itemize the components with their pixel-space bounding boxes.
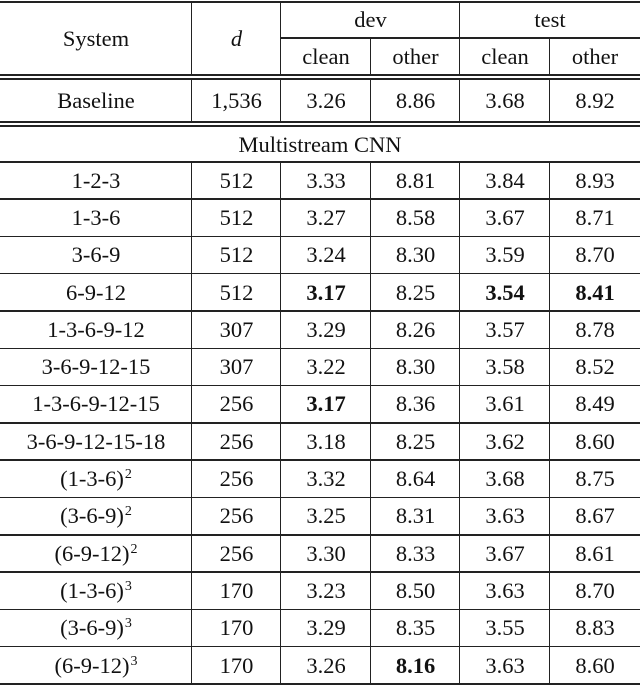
row-dev-clean: 3.26 — [306, 652, 346, 678]
row-dev-clean: 3.17 — [306, 391, 346, 417]
row-test-other: 8.78 — [575, 316, 615, 342]
row-dev-clean: 3.29 — [306, 316, 346, 342]
row-dev-other: 8.16 — [395, 652, 436, 678]
row-system-label: (1-3-6) — [60, 577, 124, 603]
baseline-system: Baseline — [57, 87, 135, 113]
row-system-label: 1-2-3 — [71, 167, 121, 193]
baseline-test-clean: 3.68 — [485, 87, 525, 113]
row-dev-clean: 3.32 — [306, 466, 346, 492]
header-group-dev: dev — [354, 7, 387, 32]
row-dev-clean: 3.22 — [306, 354, 346, 380]
rule-header-double-2 — [0, 78, 640, 80]
row-dev-other: 8.30 — [395, 354, 436, 380]
header-system: System — [62, 26, 130, 51]
row-system — [0, 274, 192, 311]
row-system — [0, 647, 192, 684]
row-test-clean: 3.67 — [485, 540, 525, 566]
row-dev-clean: 3.24 — [306, 242, 346, 268]
row-d: 256 — [219, 503, 254, 529]
row-test-other: 8.93 — [575, 167, 615, 193]
row-test-other: 8.60 — [575, 428, 615, 454]
row-test-clean: 3.58 — [485, 354, 525, 380]
row-system-exponent: 3 — [130, 653, 138, 669]
row-test-clean: 3.61 — [485, 391, 525, 417]
row-test-clean: 3.63 — [485, 503, 525, 529]
row-system — [0, 199, 192, 236]
row-test-other: 8.83 — [575, 615, 615, 641]
row-dev-other: 8.58 — [395, 204, 436, 230]
row-test-other: 8.71 — [575, 204, 615, 230]
section-title: Multistream CNN — [238, 131, 402, 157]
row-dev-other: 8.25 — [395, 279, 436, 305]
row-d: 256 — [219, 466, 254, 492]
row-system-exponent: 2 — [124, 504, 132, 520]
row-d: 256 — [219, 391, 254, 417]
rule-top — [0, 1, 640, 3]
rule-subheader — [281, 37, 640, 39]
row-system-label: 3-6-9 — [71, 242, 121, 268]
vline-baseline-4 — [459, 79, 460, 121]
row-d: 307 — [219, 354, 254, 380]
row-test-clean: 3.67 — [485, 204, 525, 230]
row-dev-clean: 3.18 — [306, 428, 346, 454]
vline-header-2 — [280, 2, 281, 74]
row-system-exponent: 3 — [124, 578, 132, 594]
row-system-label: (6-9-12) — [54, 540, 130, 566]
vline-header-4 — [459, 2, 460, 74]
vline-baseline-1 — [191, 79, 192, 121]
header-dev-clean: clean — [302, 43, 350, 69]
row-system-label: 3-6-9-12-15-18 — [26, 428, 166, 454]
row-system — [0, 349, 192, 386]
row-dev-other: 8.81 — [395, 167, 436, 193]
header-test-other: other — [571, 43, 619, 69]
row-system-label: 3-6-9-12-15 — [41, 354, 151, 380]
row-system — [0, 162, 192, 199]
row-dev-clean: 3.29 — [306, 615, 346, 641]
row-d: 512 — [219, 279, 254, 305]
vline-header-3 — [370, 38, 371, 74]
header-test-clean: clean — [481, 43, 529, 69]
row-rule — [0, 683, 640, 685]
row-dev-other: 8.35 — [395, 615, 436, 641]
row-dev-clean: 3.27 — [306, 204, 346, 230]
row-dev-clean: 3.25 — [306, 503, 346, 529]
row-system-label: 1-3-6 — [71, 204, 121, 230]
row-test-other: 8.70 — [575, 242, 615, 268]
row-d: 512 — [219, 242, 254, 268]
baseline-dev-other: 8.86 — [395, 87, 436, 113]
row-system-label: (3-6-9) — [60, 503, 124, 529]
vline-baseline-2 — [280, 79, 281, 121]
row-d: 170 — [219, 652, 254, 678]
row-system-exponent: 3 — [124, 616, 132, 632]
row-test-other: 8.41 — [575, 279, 615, 305]
row-d: 170 — [219, 577, 254, 603]
row-dev-clean: 3.23 — [306, 577, 346, 603]
row-test-other: 8.61 — [575, 540, 615, 566]
row-test-other: 8.60 — [575, 652, 615, 678]
row-dev-other: 8.36 — [395, 391, 436, 417]
row-test-other: 8.70 — [575, 577, 615, 603]
row-system — [0, 535, 192, 572]
row-system — [0, 386, 192, 423]
row-dev-clean: 3.17 — [306, 279, 346, 305]
row-dev-other: 8.26 — [395, 316, 436, 342]
header-dev-other: other — [392, 43, 439, 69]
row-test-other: 8.67 — [575, 503, 615, 529]
row-system — [0, 460, 192, 497]
row-dev-other: 8.30 — [395, 242, 436, 268]
row-test-clean: 3.59 — [485, 242, 525, 268]
row-d: 512 — [219, 204, 254, 230]
row-d: 256 — [219, 428, 254, 454]
baseline-dev-clean: 3.26 — [306, 87, 346, 113]
baseline-test-other: 8.92 — [575, 87, 615, 113]
row-system — [0, 498, 192, 535]
vline-baseline-3 — [370, 79, 371, 121]
rule-header-double-1 — [0, 74, 640, 76]
header-d: d — [230, 26, 243, 51]
row-dev-clean: 3.30 — [306, 540, 346, 566]
vline-header-1 — [191, 2, 192, 74]
row-test-other: 8.75 — [575, 466, 615, 492]
vline-baseline-5 — [549, 79, 550, 121]
row-dev-other: 8.64 — [395, 466, 436, 492]
rule-baseline-double-1 — [0, 121, 640, 123]
row-test-clean: 3.68 — [485, 466, 525, 492]
header-group-test: test — [534, 7, 566, 32]
row-d: 512 — [219, 167, 254, 193]
row-test-other: 8.49 — [575, 391, 615, 417]
row-system-label: (6-9-12) — [54, 652, 130, 678]
row-dev-other: 8.50 — [395, 577, 436, 603]
row-system — [0, 572, 192, 609]
row-system-label: 1-3-6-9-12-15 — [32, 391, 160, 417]
row-test-clean: 3.57 — [485, 316, 525, 342]
row-test-clean: 3.63 — [485, 577, 525, 603]
row-d: 170 — [219, 615, 254, 641]
row-system-label: 6-9-12 — [66, 279, 126, 305]
row-dev-other: 8.33 — [395, 540, 436, 566]
row-test-clean: 3.54 — [485, 279, 525, 305]
row-system-label: 1-3-6-9-12 — [47, 316, 145, 342]
row-d: 307 — [219, 316, 254, 342]
row-system — [0, 311, 192, 348]
rule-baseline-double-2 — [0, 125, 640, 127]
row-test-clean: 3.84 — [485, 167, 525, 193]
row-system — [0, 610, 192, 647]
baseline-d: 1,536 — [211, 87, 262, 113]
row-dev-clean: 3.33 — [306, 167, 346, 193]
row-dev-other: 8.25 — [395, 428, 436, 454]
vline-header-5 — [549, 38, 550, 74]
row-test-clean: 3.55 — [485, 615, 525, 641]
row-system-label: (3-6-9) — [60, 615, 124, 641]
row-dev-other: 8.31 — [395, 503, 436, 529]
row-test-other: 8.52 — [575, 354, 615, 380]
row-system-exponent: 2 — [124, 467, 132, 483]
row-system-exponent: 2 — [130, 541, 138, 557]
row-system — [0, 423, 192, 460]
row-test-clean: 3.63 — [485, 652, 525, 678]
row-system-label: (1-3-6) — [60, 466, 124, 492]
row-system — [0, 237, 192, 274]
row-test-clean: 3.62 — [485, 428, 525, 454]
row-d: 256 — [219, 540, 254, 566]
